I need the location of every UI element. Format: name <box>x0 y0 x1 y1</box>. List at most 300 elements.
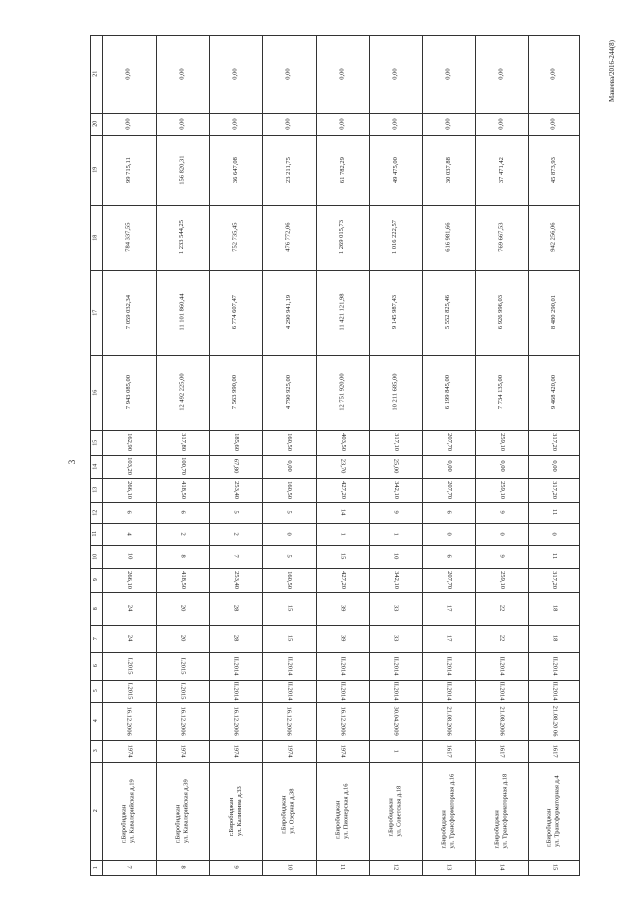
cell-row-10-col-6 <box>262 652 316 680</box>
column-header-4-text: 4 <box>92 719 99 723</box>
cell-row-11-col-11-text: 1 <box>339 532 347 536</box>
cell-row-15-col-20-text: 0,00 <box>549 118 557 130</box>
cell-row-8-col-16-text: 12 492 225,00 <box>178 373 186 412</box>
cell-row-7-col-10 <box>102 545 156 568</box>
cell-row-7-col-11-text: 4 <box>126 532 134 536</box>
cell-row-14-col-10 <box>475 545 528 568</box>
cell-row-7-col-9-text: 266,10 <box>126 571 134 589</box>
cell-row-7-col-17-text: 7 059 032,34 <box>124 295 132 330</box>
cell-row-12-col-6 <box>369 652 422 680</box>
cell-row-10-col-14-text: 0,00 <box>286 460 294 473</box>
cell-row-10-col-13 <box>262 478 316 502</box>
cell-row-10-col-21-text: 0,00 <box>284 68 292 80</box>
cell-row-11-col-7-text: 39 <box>339 635 347 642</box>
cell-row-8-col-7-text: 20 <box>179 635 187 642</box>
cell-row-14-col-1-text: 14 <box>498 864 506 871</box>
column-header-20-text: 20 <box>92 121 99 127</box>
cell-row-7-col-8-text: 24 <box>126 605 134 612</box>
cell-row-12-col-20-text: 0,00 <box>391 118 399 130</box>
cell-row-14-col-7-text: 22 <box>498 635 506 642</box>
cell-row-15-col-11-text: 0 <box>551 532 559 536</box>
cell-row-14-col-12-text: 9 <box>498 510 506 515</box>
cell-row-12-col-14 <box>369 455 422 478</box>
cell-row-8-col-14-text: 100,70 <box>179 457 187 476</box>
cell-row-13-col-3-text: 1617 <box>445 744 453 758</box>
cell-row-10-col-17 <box>262 270 316 355</box>
cell-row-14-col-5 <box>475 680 528 702</box>
cell-row-13-col-13-text: 207,70 <box>445 481 453 499</box>
cell-row-10-col-2 <box>262 762 316 860</box>
column-header-5-text: 5 <box>92 689 99 693</box>
cell-row-9-col-5-text: II.2014 <box>232 681 240 701</box>
cell-row-9-col-18-text: 752 735,45 <box>231 222 239 253</box>
column-header-2-text: 2 <box>92 809 99 813</box>
cell-row-15-col-8 <box>528 592 580 625</box>
column-header-13 <box>90 478 102 502</box>
cell-row-13-col-11-text: 0 <box>445 532 453 536</box>
cell-row-10-col-19-text: 23 211,75 <box>284 157 292 183</box>
cell-row-14-col-20 <box>475 113 528 135</box>
cell-row-13-col-6 <box>422 652 475 680</box>
page-number: 3 <box>67 459 77 465</box>
cell-row-14-col-13-text: 259,10 <box>498 481 506 499</box>
cell-row-7-col-2-text: г.Биробиджан ул. Кавалерийская д.19 <box>120 779 137 843</box>
cell-row-14-col-14 <box>475 455 528 478</box>
cell-row-9-col-12-text: 5 <box>232 510 240 515</box>
column-header-14 <box>90 455 102 478</box>
column-header-11-text: 11 <box>92 531 99 537</box>
cell-row-11-col-20 <box>316 113 369 135</box>
cell-row-7-col-12-text: 6 <box>126 510 134 515</box>
cell-row-15-col-10-text: 11 <box>551 553 559 560</box>
cell-row-14-col-9 <box>475 568 528 592</box>
cell-row-13-col-20-text: 0,00 <box>444 118 452 130</box>
cell-row-7-col-9 <box>102 568 156 592</box>
cell-row-14-col-14-text: 0,00 <box>498 460 506 473</box>
cell-row-10-col-20-text: 0,00 <box>284 118 292 130</box>
cell-row-15-col-19-text: 45 873,93 <box>549 157 557 183</box>
cell-row-14-col-1 <box>475 860 528 875</box>
cell-row-15-col-16 <box>528 355 580 430</box>
cell-row-13-col-18-text: 616 981,66 <box>444 222 452 253</box>
cell-row-8-col-16 <box>156 355 209 430</box>
cell-row-12-col-5 <box>369 680 422 702</box>
cell-row-8-col-20-text: 0,00 <box>178 118 186 130</box>
data-table <box>90 0 580 875</box>
cell-row-11-col-1-text: 11 <box>339 864 347 871</box>
cell-row-12-col-13-text: 342,10 <box>392 481 400 499</box>
column-header-5 <box>90 680 102 702</box>
cell-row-15-col-7 <box>528 625 580 652</box>
cell-row-10-col-9-text: 160,50 <box>286 571 294 589</box>
cell-row-12-col-4-text: 30.04.2009 <box>392 706 400 736</box>
cell-row-14-col-21-text: 0,00 <box>497 68 505 80</box>
cell-row-15-col-15 <box>528 430 580 455</box>
cell-row-11-col-19 <box>316 135 369 205</box>
cell-row-15-col-8-text: 18 <box>551 605 559 612</box>
cell-row-14-col-20-text: 0,00 <box>497 118 505 130</box>
cell-row-12-col-2 <box>369 762 422 860</box>
cell-row-9-col-10-text: 7 <box>232 554 240 559</box>
cell-row-7-col-19 <box>102 135 156 205</box>
cell-row-11-col-2 <box>316 762 369 860</box>
cell-row-15-col-3 <box>528 740 580 762</box>
cell-row-10-col-7-text: 15 <box>286 635 294 642</box>
cell-row-15-col-4-text: 21.08.20 06 <box>551 705 559 737</box>
cell-row-9-col-11 <box>209 523 262 545</box>
cell-row-8-col-9-text: 418,50 <box>179 571 187 589</box>
cell-row-13-col-19-text: 30 037,88 <box>444 157 452 183</box>
cell-row-9-col-11-text: 2 <box>232 532 240 536</box>
cell-row-14-col-21 <box>475 35 528 113</box>
cell-row-8-col-6-text: I.2015 <box>179 657 187 675</box>
cell-row-13-col-7-text: 17 <box>445 635 453 642</box>
cell-row-9-col-2 <box>209 762 262 860</box>
cell-row-15-col-7-text: 18 <box>551 635 559 642</box>
cell-row-9-col-9 <box>209 568 262 592</box>
cell-row-10-col-2-text: г.Биробиджан ул. Озерная д.38 <box>280 788 296 834</box>
cell-row-10-col-16-text: 4 790 925,00 <box>284 375 292 410</box>
cell-row-10-col-15-text: 160,50 <box>286 433 294 452</box>
cell-row-12-col-9 <box>369 568 422 592</box>
cell-row-11-col-18 <box>316 205 369 270</box>
cell-row-10-col-20 <box>262 113 316 135</box>
column-header-9 <box>90 568 102 592</box>
cell-row-12-col-7-text: 33 <box>392 635 400 642</box>
cell-row-11-col-17 <box>316 270 369 355</box>
cell-row-9-col-19 <box>209 135 262 205</box>
cell-row-8-col-18-text: 1 233 544,25 <box>178 220 186 255</box>
cell-row-7-col-3-text: 1974 <box>126 744 134 758</box>
cell-row-9-col-14-text: 67,80 <box>232 459 240 474</box>
cell-row-13-col-9 <box>422 568 475 592</box>
cell-row-8-col-19 <box>156 135 209 205</box>
cell-row-15-col-4 <box>528 702 580 740</box>
cell-row-10-col-5-text: II.2014 <box>286 681 294 701</box>
cell-row-8-col-14 <box>156 455 209 478</box>
cell-row-14-col-18 <box>475 205 528 270</box>
cell-row-10-col-18-text: 476 772,06 <box>284 222 292 253</box>
cell-row-9-col-8 <box>209 592 262 625</box>
column-header-16-text: 16 <box>92 389 99 396</box>
cell-row-11-col-21-text: 0,00 <box>338 68 346 80</box>
cell-row-15-col-17-text: 8 480 290,01 <box>549 295 557 330</box>
cell-row-14-col-15-text: 259,10 <box>498 433 506 452</box>
cell-row-13-col-8 <box>422 592 475 625</box>
cell-row-8-col-8 <box>156 592 209 625</box>
cell-row-10-col-8 <box>262 592 316 625</box>
cell-row-15-col-21-text: 0,00 <box>549 68 557 80</box>
cell-row-8-col-13-text: 418,50 <box>179 481 187 499</box>
cell-row-10-col-3 <box>262 740 316 762</box>
cell-row-13-col-19 <box>422 135 475 205</box>
cell-row-14-col-10-text: 9 <box>498 554 506 559</box>
cell-row-13-col-2-text: г.Биробиджан ул. Трансформаторная д.16 <box>440 773 456 849</box>
cell-row-15-col-20 <box>528 113 580 135</box>
cell-row-9-col-15 <box>209 430 262 455</box>
column-header-18 <box>90 205 102 270</box>
cell-row-11-col-12 <box>316 502 369 523</box>
column-header-3 <box>90 740 102 762</box>
cell-row-9-col-13-text: 253,40 <box>232 481 240 499</box>
cell-row-15-col-13-text: 317,20 <box>551 481 559 499</box>
cell-row-9-col-12 <box>209 502 262 523</box>
cell-row-13-col-12 <box>422 502 475 523</box>
cell-row-13-col-15 <box>422 430 475 455</box>
cell-row-15-col-2-text: г.Биробиджан ул. Трансформаторная д.4 <box>545 775 562 847</box>
cell-row-8-col-11 <box>156 523 209 545</box>
cell-row-12-col-19-text: 49 475,00 <box>391 157 399 183</box>
cell-row-8-col-12-text: 6 <box>179 510 187 515</box>
cell-row-7-col-11 <box>102 523 156 545</box>
cell-row-12-col-15 <box>369 430 422 455</box>
cell-row-13-col-1 <box>422 860 475 875</box>
cell-row-12-col-15-text: 317,10 <box>392 433 400 452</box>
cell-row-13-col-16 <box>422 355 475 430</box>
cell-row-10-col-5 <box>262 680 316 702</box>
cell-row-12-col-10 <box>369 545 422 568</box>
cell-row-9-col-7 <box>209 625 262 652</box>
column-header-8-text: 8 <box>92 607 99 610</box>
cell-row-7-col-20 <box>102 113 156 135</box>
cell-row-12-col-9-text: 342,10 <box>392 571 400 589</box>
cell-row-12-col-4 <box>369 702 422 740</box>
cell-row-9-col-6-text: II.2014 <box>232 656 240 676</box>
cell-row-7-col-20-text: 0,00 <box>124 118 132 130</box>
column-header-14-text: 14 <box>92 463 99 470</box>
cell-row-13-col-4 <box>422 702 475 740</box>
cell-row-8-col-5-text: I.2015 <box>179 682 187 700</box>
cell-row-9-col-3 <box>209 740 262 762</box>
cell-row-13-col-18 <box>422 205 475 270</box>
cell-row-8-col-11-text: 2 <box>179 532 187 536</box>
cell-row-9-col-1-text: 9 <box>232 865 240 870</box>
column-header-15-text: 15 <box>92 439 99 446</box>
cell-row-10-col-11 <box>262 523 316 545</box>
cell-row-8-col-5 <box>156 680 209 702</box>
cell-row-10-col-13-text: 160,50 <box>286 481 294 499</box>
cell-row-9-col-21-text: 0,00 <box>231 68 239 80</box>
cell-row-9-col-4 <box>209 702 262 740</box>
cell-row-12-col-1-text: 12 <box>392 864 400 871</box>
cell-row-8-col-10 <box>156 545 209 568</box>
cell-row-10-col-6-text: II.2014 <box>286 656 294 676</box>
cell-row-15-col-3-text: 1617 <box>551 744 559 758</box>
cell-row-7-col-17 <box>102 270 156 355</box>
cell-row-7-col-10-text: 10 <box>126 553 134 560</box>
cell-row-9-col-14 <box>209 455 262 478</box>
cell-row-11-col-6 <box>316 652 369 680</box>
cell-row-7-col-15-text: 162,90 <box>126 433 134 452</box>
cell-row-8-col-8-text: 20 <box>179 605 187 612</box>
cell-row-8-col-10-text: 8 <box>179 554 187 559</box>
cell-row-10-col-16 <box>262 355 316 430</box>
cell-row-11-col-4 <box>316 702 369 740</box>
cell-row-11-col-6-text: II.2014 <box>339 656 347 676</box>
cell-row-11-col-3 <box>316 740 369 762</box>
table-horizontal-rule <box>90 875 580 876</box>
cell-row-12-col-10-text: 10 <box>392 553 400 560</box>
cell-row-10-col-8-text: 15 <box>286 605 294 612</box>
cell-row-11-col-17-text: 11 421 121,98 <box>338 293 346 332</box>
cell-row-8-col-18 <box>156 205 209 270</box>
cell-row-15-col-18 <box>528 205 580 270</box>
cell-row-14-col-12 <box>475 502 528 523</box>
cell-row-15-col-1-text: 15 <box>551 864 559 871</box>
cell-row-7-col-4-text: 16.12.2006 <box>126 706 134 736</box>
cell-row-15-col-18-text: 942 256,06 <box>549 222 557 253</box>
cell-row-11-col-12-text: 14 <box>339 509 347 516</box>
cell-row-12-col-14-text: 25,00 <box>392 459 400 474</box>
cell-row-12-col-13 <box>369 478 422 502</box>
cell-row-8-col-21 <box>156 35 209 113</box>
cell-row-12-col-1 <box>369 860 422 875</box>
cell-row-9-col-21 <box>209 35 262 113</box>
column-header-4 <box>90 702 102 740</box>
cell-row-12-col-8-text: 33 <box>392 605 400 612</box>
cell-row-15-col-21 <box>528 35 580 113</box>
cell-row-12-col-19 <box>369 135 422 205</box>
cell-row-11-col-3-text: 1974 <box>339 744 347 758</box>
cell-row-15-col-2 <box>528 762 580 860</box>
cell-row-8-col-1-text: 8 <box>179 865 187 870</box>
cell-row-12-col-20 <box>369 113 422 135</box>
cell-row-10-col-4-text: 16.12.2006 <box>286 706 294 736</box>
cell-row-7-col-13 <box>102 478 156 502</box>
cell-row-14-col-11-text: 0 <box>498 532 506 536</box>
cell-row-15-col-14-text: 0,00 <box>551 460 559 473</box>
cell-row-11-col-14 <box>316 455 369 478</box>
cell-row-9-col-6 <box>209 652 262 680</box>
column-header-21 <box>90 35 102 113</box>
cell-row-8-col-13 <box>156 478 209 502</box>
cell-row-13-col-12-text: 6 <box>445 510 453 515</box>
cell-row-7-col-5-text: I.2015 <box>126 682 134 700</box>
cell-row-12-col-3 <box>369 740 422 762</box>
cell-row-10-col-4 <box>262 702 316 740</box>
cell-row-11-col-1 <box>316 860 369 875</box>
cell-row-14-col-13 <box>475 478 528 502</box>
column-header-17-text: 17 <box>92 309 99 316</box>
cell-row-13-col-11 <box>422 523 475 545</box>
cell-row-7-col-21 <box>102 35 156 113</box>
cell-row-13-col-7 <box>422 625 475 652</box>
cell-row-7-col-18-text: 784 337,55 <box>124 222 132 253</box>
cell-row-11-col-16 <box>316 355 369 430</box>
column-header-8 <box>90 592 102 625</box>
cell-row-9-col-17 <box>209 270 262 355</box>
cell-row-11-col-4-text: 16.12.2006 <box>339 706 347 736</box>
cell-row-8-col-4 <box>156 702 209 740</box>
cell-row-9-col-20 <box>209 113 262 135</box>
cell-row-9-col-13 <box>209 478 262 502</box>
cell-row-14-col-19 <box>475 135 528 205</box>
cell-row-11-col-9 <box>316 568 369 592</box>
cell-row-8-col-3-text: 1974 <box>179 744 187 758</box>
column-header-15 <box>90 430 102 455</box>
column-header-19 <box>90 135 102 205</box>
cell-row-11-col-15-text: 403,50 <box>339 433 347 452</box>
cell-row-11-col-8 <box>316 592 369 625</box>
column-header-10-text: 10 <box>92 553 99 560</box>
cell-row-14-col-17-text: 6 926 996,03 <box>497 295 505 330</box>
cell-row-15-col-5 <box>528 680 580 702</box>
cell-row-8-col-19-text: 156 820,31 <box>178 155 186 185</box>
cell-row-13-col-5 <box>422 680 475 702</box>
cell-row-11-col-13 <box>316 478 369 502</box>
column-header-9-text: 9 <box>92 578 99 582</box>
cell-row-11-col-10-text: 15 <box>339 553 347 560</box>
cell-row-14-col-9-text: 259,10 <box>498 571 506 589</box>
cell-row-13-col-21 <box>422 35 475 113</box>
cell-row-14-col-6 <box>475 652 528 680</box>
cell-row-7-col-15 <box>102 430 156 455</box>
cell-row-7-col-16-text: 7 943 085,00 <box>124 375 132 410</box>
cell-row-10-col-1-text: 10 <box>286 864 294 871</box>
cell-row-15-col-16-text: 9 468 420,00 <box>549 375 557 410</box>
cell-row-13-col-16-text: 6 199 845,00 <box>444 375 452 410</box>
column-header-20 <box>90 113 102 135</box>
cell-row-11-col-20-text: 0,00 <box>338 118 346 130</box>
cell-row-13-col-21-text: 0,00 <box>444 68 452 80</box>
cell-row-14-col-8 <box>475 592 528 625</box>
cell-row-14-col-3 <box>475 740 528 762</box>
cell-row-7-col-12 <box>102 502 156 523</box>
cell-row-12-col-11-text: 1 <box>392 532 400 536</box>
cell-row-10-col-19 <box>262 135 316 205</box>
cell-row-9-col-8-text: 28 <box>232 605 240 612</box>
cell-row-13-col-2 <box>422 762 475 860</box>
cell-row-13-col-17 <box>422 270 475 355</box>
cell-row-8-col-4-text: 16.12.2006 <box>179 706 187 736</box>
cell-row-11-col-13-text: 427,20 <box>339 481 347 499</box>
cell-row-10-col-9 <box>262 568 316 592</box>
cell-row-14-col-6-text: II.2014 <box>498 656 506 676</box>
cell-row-8-col-17-text: 11 101 860,44 <box>178 293 186 332</box>
cell-row-7-col-18 <box>102 205 156 270</box>
cell-row-9-col-19-text: 36 647,08 <box>231 157 239 183</box>
cell-row-7-col-14 <box>102 455 156 478</box>
cell-row-8-col-15 <box>156 430 209 455</box>
cell-row-13-col-1-text: 13 <box>445 864 453 871</box>
cell-row-11-col-16-text: 12 751 920,00 <box>338 373 346 412</box>
cell-row-7-col-7 <box>102 625 156 652</box>
cell-row-9-col-1 <box>209 860 262 875</box>
cell-row-13-col-20 <box>422 113 475 135</box>
cell-row-11-col-7 <box>316 625 369 652</box>
cell-row-14-col-17 <box>475 270 528 355</box>
cell-row-7-col-1 <box>102 860 156 875</box>
cell-row-8-col-9 <box>156 568 209 592</box>
cell-row-8-col-1 <box>156 860 209 875</box>
cell-row-7-col-6-text: I.2015 <box>126 657 134 675</box>
cell-row-11-col-9-text: 427,20 <box>339 571 347 589</box>
cell-row-15-col-11 <box>528 523 580 545</box>
cell-row-14-col-4 <box>475 702 528 740</box>
cell-row-9-col-10 <box>209 545 262 568</box>
cell-row-11-col-5-text: II.2014 <box>339 681 347 701</box>
cell-row-12-col-12-text: 9 <box>392 510 400 515</box>
cell-row-10-col-15 <box>262 430 316 455</box>
cell-row-12-col-7 <box>369 625 422 652</box>
column-header-10 <box>90 545 102 568</box>
cell-row-9-col-15-text: 185,60 <box>232 433 240 452</box>
cell-row-12-col-2-text: г.Биробиджан ул. Советская д.18 <box>387 785 403 837</box>
cell-row-13-col-3 <box>422 740 475 762</box>
cell-row-9-col-4-text: 16.12.2006 <box>232 706 240 736</box>
cell-row-13-col-9-text: 207,70 <box>445 571 453 589</box>
cell-row-7-col-4 <box>102 702 156 740</box>
